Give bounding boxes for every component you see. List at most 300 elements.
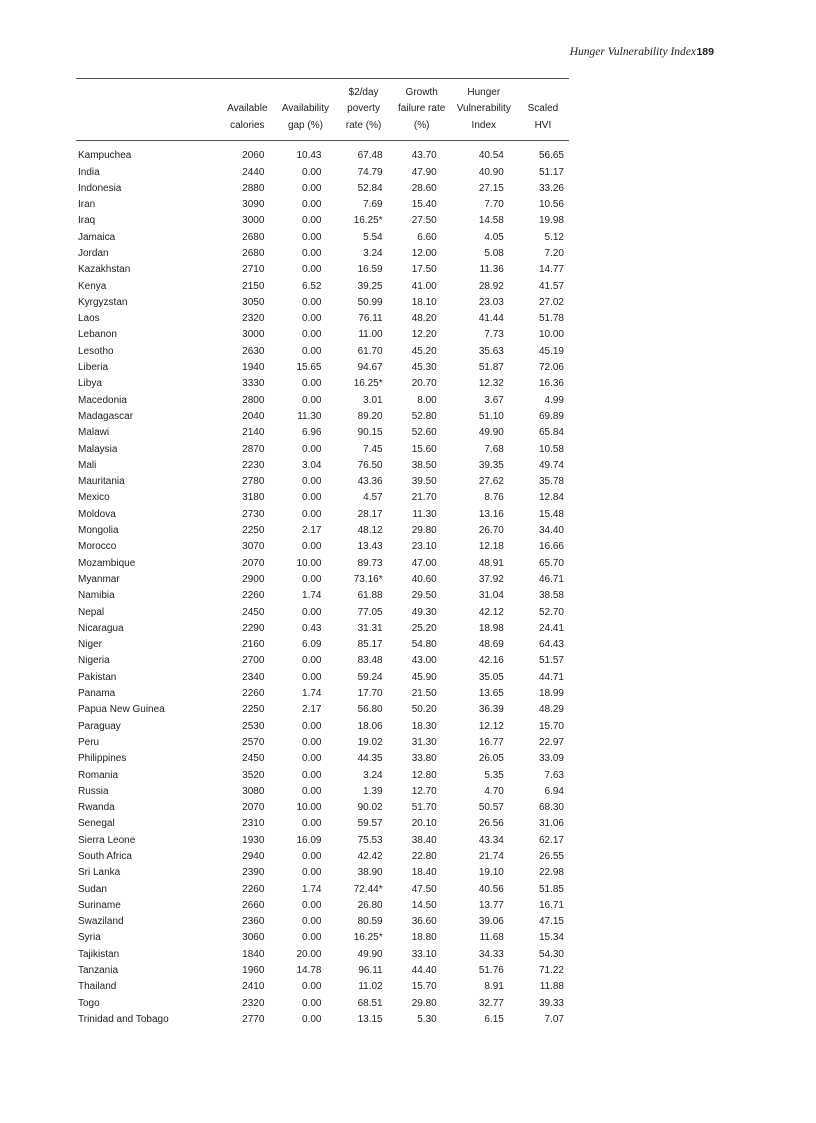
- growth-failure-rate-value: 21.70: [411, 492, 437, 504]
- poverty-rate-value: 16.59: [357, 264, 383, 276]
- growth-failure-rate-value: 38.50: [411, 459, 437, 471]
- hunger-vulnerability-index-value: 26.56: [478, 818, 504, 830]
- available-calories-value: 2780: [242, 476, 265, 488]
- hunger-vulnerability-index-value: 39.35: [478, 459, 504, 471]
- country-name: Tajikistan: [78, 948, 120, 960]
- poverty-rate-value: 7.45: [363, 443, 383, 455]
- growth-failure-rate-value: 29.50: [411, 590, 437, 602]
- table-row: [76, 539, 569, 555]
- hunger-vulnerability-index-value: 40.56: [478, 883, 504, 895]
- hunger-vulnerability-index-value: 31.04: [478, 590, 504, 602]
- hvi-table: [76, 78, 569, 1028]
- column-header-line: $2/day: [348, 87, 379, 98]
- country-name: Tanzania: [78, 965, 119, 977]
- growth-failure-rate-value: 29.80: [411, 997, 437, 1009]
- column-header-line: (%): [413, 119, 430, 131]
- growth-failure-rate-value: 49.30: [411, 606, 437, 618]
- country-name: Jordan: [78, 248, 109, 259]
- availability-gap-value: 6.52: [302, 280, 322, 292]
- growth-failure-rate-value: 52.80: [411, 410, 437, 422]
- poverty-rate-value: 38.90: [357, 867, 383, 879]
- country-name: Madagascar: [78, 410, 134, 422]
- availability-gap-value: 10.00: [296, 802, 322, 814]
- country-name: Malawi: [78, 427, 110, 439]
- table-row: [76, 865, 569, 881]
- availability-gap-value: 0.00: [302, 753, 322, 765]
- available-calories-value: 3330: [242, 378, 265, 390]
- table-row: [76, 311, 569, 327]
- growth-failure-rate-value: 52.60: [411, 427, 437, 439]
- availability-gap-value: 0.00: [302, 932, 322, 944]
- scaled-hvi-value: 56.65: [538, 150, 564, 162]
- available-calories-value: 2260: [242, 590, 265, 602]
- scaled-hvi-value: 44.71: [538, 671, 564, 683]
- hunger-vulnerability-index-value: 4.05: [484, 231, 504, 243]
- scaled-hvi-value: 10.56: [538, 199, 564, 211]
- growth-failure-rate-value: 40.60: [411, 573, 437, 585]
- poverty-rate-value: 61.70: [357, 345, 383, 357]
- country-name: Paraguay: [78, 720, 121, 732]
- scaled-hvi-value: 24.41: [538, 622, 564, 634]
- growth-failure-rate-value: 43.00: [411, 655, 437, 667]
- growth-failure-rate-value: 31.30: [411, 736, 437, 748]
- growth-failure-rate-value: 8.00: [417, 394, 437, 406]
- availability-gap-value: 2.17: [302, 525, 322, 537]
- available-calories-value: 2660: [242, 899, 265, 911]
- poverty-rate-value: 80.59: [357, 916, 383, 928]
- hunger-vulnerability-index-value: 51.10: [478, 410, 504, 422]
- table-row: [76, 474, 569, 490]
- growth-failure-rate-value: 54.80: [411, 639, 437, 651]
- poverty-rate-value: 49.90: [357, 948, 383, 960]
- table-row: [76, 442, 569, 458]
- poverty-rate-value: 68.51: [357, 997, 383, 1009]
- header-row: [76, 79, 569, 141]
- available-calories-value: 3000: [242, 329, 265, 341]
- country-name: Nepal: [78, 606, 105, 618]
- availability-gap-value: 14.78: [296, 965, 322, 977]
- column-header-line: Availability: [281, 103, 329, 115]
- hunger-vulnerability-index-value: 11.68: [479, 932, 504, 944]
- availability-gap-value: 10.00: [296, 557, 322, 569]
- hunger-vulnerability-index-value: 51.76: [478, 965, 504, 977]
- table-row: [76, 213, 569, 229]
- country-name: South Africa: [78, 850, 132, 862]
- country-name: Moldova: [78, 508, 116, 520]
- table-row: [76, 376, 569, 392]
- scaled-hvi-value: 65.70: [538, 557, 564, 569]
- table-row: [76, 507, 569, 523]
- availability-gap-value: 0.00: [302, 476, 322, 488]
- scaled-hvi-value: 6.94: [544, 785, 564, 797]
- availability-gap-value: 2.17: [302, 704, 322, 716]
- column-header-scaled-hvi: [517, 79, 569, 141]
- availability-gap-value: 6.96: [302, 427, 322, 439]
- availability-gap-value: 0.00: [302, 231, 322, 243]
- availability-gap-value: 0.00: [302, 329, 322, 341]
- available-calories-value: 2390: [242, 867, 265, 879]
- hunger-vulnerability-index-value: 8.76: [484, 492, 504, 504]
- poverty-rate-value: 76.50: [357, 459, 383, 471]
- available-calories-value: 2700: [242, 655, 265, 667]
- availability-gap-value: 0.00: [302, 671, 322, 683]
- available-calories-value: 2250: [242, 525, 265, 537]
- available-calories-value: 2160: [242, 639, 265, 651]
- country-name: Namibia: [78, 590, 115, 602]
- column-header-line: poverty: [347, 103, 380, 115]
- available-calories-value: 3050: [242, 296, 265, 308]
- country-name: Lebanon: [78, 329, 117, 341]
- available-calories-value: 2230: [242, 459, 265, 471]
- scaled-hvi-value: 18.99: [538, 688, 564, 700]
- available-calories-value: 2310: [242, 818, 265, 830]
- available-calories-value: 2250: [242, 704, 265, 716]
- hunger-vulnerability-index-value: 50.57: [478, 802, 504, 814]
- hunger-vulnerability-index-value: 11.36: [479, 264, 504, 276]
- poverty-rate-value: 13.15: [357, 1013, 383, 1025]
- available-calories-value: 2320: [242, 997, 265, 1009]
- available-calories-value: 2710: [242, 264, 265, 276]
- table-row: [76, 425, 569, 441]
- available-calories-value: 3060: [242, 932, 265, 944]
- growth-failure-rate-value: 47.00: [411, 557, 437, 569]
- scaled-hvi-value: 15.70: [538, 720, 564, 732]
- hunger-vulnerability-index-value: 13.77: [478, 899, 504, 911]
- country-name: Mongolia: [78, 525, 119, 537]
- table-row: [76, 295, 569, 311]
- hunger-vulnerability-index-value: 5.35: [484, 769, 504, 781]
- available-calories-value: 2680: [242, 248, 265, 259]
- available-calories-value: 3000: [242, 215, 265, 227]
- poverty-rate-value: 75.53: [357, 834, 383, 846]
- table-row: [76, 816, 569, 832]
- available-calories-value: 3070: [242, 541, 265, 553]
- poverty-rate-value: 77.05: [357, 606, 383, 618]
- poverty-rate-value: 28.17: [357, 508, 383, 520]
- available-calories-value: 1930: [242, 834, 265, 846]
- scaled-hvi-value: 15.34: [538, 932, 564, 944]
- hunger-vulnerability-index-value: 6.15: [484, 1013, 504, 1025]
- growth-failure-rate-value: 11.30: [412, 508, 437, 520]
- table-row: [76, 637, 569, 653]
- scaled-hvi-value: 51.57: [538, 655, 564, 667]
- growth-failure-rate-value: 17.50: [411, 264, 437, 276]
- hunger-vulnerability-index-value: 48.91: [478, 557, 504, 569]
- growth-failure-rate-value: 48.20: [411, 313, 437, 325]
- available-calories-value: 2450: [242, 753, 265, 765]
- scaled-hvi-value: 14.77: [538, 264, 564, 276]
- availability-gap-value: 0.00: [302, 720, 322, 732]
- growth-failure-rate-value: 12.80: [411, 769, 437, 781]
- growth-failure-rate-value: 5.30: [417, 1013, 437, 1025]
- availability-gap-value: 0.00: [302, 394, 322, 406]
- poverty-rate-value: 90.02: [357, 802, 383, 814]
- hunger-vulnerability-index-value: 27.15: [478, 182, 504, 194]
- country-name: Sri Lanka: [78, 867, 121, 879]
- growth-failure-rate-value: 36.60: [411, 916, 437, 928]
- poverty-rate-value: 67.48: [357, 150, 383, 162]
- available-calories-value: 3080: [242, 785, 265, 797]
- column-header-hunger-vulnerability-index: [451, 79, 517, 141]
- poverty-rate-value: 18.06: [357, 720, 383, 732]
- table-row: [76, 523, 569, 539]
- table-row: [76, 393, 569, 409]
- scaled-hvi-value: 16.71: [538, 899, 564, 911]
- availability-gap-value: 0.00: [302, 981, 322, 993]
- scaled-hvi-value: 71.22: [538, 965, 564, 977]
- hunger-vulnerability-index-value: 12.12: [478, 720, 504, 732]
- scaled-hvi-value: 69.89: [538, 410, 564, 422]
- availability-gap-value: 0.00: [302, 818, 322, 830]
- poverty-rate-value: 90.15: [357, 427, 383, 439]
- hunger-vulnerability-index-value: 49.90: [478, 427, 504, 439]
- growth-failure-rate-value: 27.50: [411, 215, 437, 227]
- availability-gap-value: 0.00: [302, 215, 322, 227]
- availability-gap-value: 20.00: [296, 948, 322, 960]
- availability-gap-value: 0.00: [302, 182, 322, 194]
- availability-gap-value: 0.00: [302, 345, 322, 357]
- availability-gap-value: 0.00: [302, 492, 322, 504]
- growth-failure-rate-value: 25.20: [411, 622, 437, 634]
- scaled-hvi-value: 7.63: [544, 769, 564, 781]
- hunger-vulnerability-index-value: 23.03: [478, 296, 504, 308]
- growth-failure-rate-value: 23.10: [411, 541, 437, 553]
- column-header-growth-failure-rate: [393, 79, 451, 141]
- available-calories-value: 2260: [242, 688, 265, 700]
- available-calories-value: 2450: [242, 606, 265, 618]
- scaled-hvi-value: 33.26: [538, 182, 564, 194]
- poverty-rate-value: 85.17: [357, 639, 383, 651]
- hunger-vulnerability-index-value: 39.06: [478, 916, 504, 928]
- country-name: Senegal: [78, 818, 115, 830]
- country-name: Trinidad and Tobago: [78, 1013, 169, 1025]
- country-name: Sierra Leone: [78, 834, 136, 846]
- column-header-line: Scaled: [527, 103, 559, 115]
- scaled-hvi-value: 49.74: [538, 459, 564, 471]
- availability-gap-value: 0.00: [302, 899, 322, 911]
- scaled-hvi-value: 54.30: [538, 948, 564, 960]
- available-calories-value: 2680: [242, 231, 265, 243]
- hunger-vulnerability-index-value: 12.18: [478, 541, 504, 553]
- available-calories-value: 3520: [242, 769, 265, 781]
- growth-failure-rate-value: 29.80: [411, 525, 437, 537]
- available-calories-value: 1940: [242, 362, 265, 374]
- poverty-rate-value: 26.80: [357, 899, 383, 911]
- scaled-hvi-value: 16.36: [538, 378, 564, 390]
- hunger-vulnerability-index-value: 13.65: [478, 688, 504, 700]
- available-calories-value: 2410: [242, 981, 265, 993]
- table-row: [76, 1012, 569, 1028]
- availability-gap-value: 0.00: [302, 378, 322, 390]
- hunger-vulnerability-index-value: 19.10: [478, 867, 504, 879]
- availability-gap-value: 0.00: [302, 541, 322, 553]
- country-name: Philippines: [78, 753, 127, 765]
- scaled-hvi-value: 35.78: [538, 476, 564, 488]
- available-calories-value: 2900: [242, 573, 265, 585]
- country-name: Indonesia: [78, 182, 122, 194]
- scaled-hvi-value: 19.98: [538, 215, 564, 227]
- country-name: Jamaica: [78, 231, 116, 243]
- hunger-vulnerability-index-value: 36.39: [478, 704, 504, 716]
- availability-gap-value: 0.00: [302, 313, 322, 325]
- hunger-vulnerability-index-value: 26.70: [478, 525, 504, 537]
- scaled-hvi-value: 64.43: [538, 639, 564, 651]
- poverty-rate-value: 11.00: [358, 329, 383, 341]
- table-row: [76, 605, 569, 621]
- table-row: [76, 686, 569, 702]
- poverty-rate-value: 7.69: [363, 199, 383, 211]
- table-row: [76, 719, 569, 735]
- column-header-line: Vulnerability: [456, 103, 511, 115]
- column-header-line: Available: [227, 103, 268, 115]
- poverty-rate-value: 94.67: [357, 362, 383, 374]
- country-name: Mali: [78, 459, 97, 471]
- growth-failure-rate-value: 28.60: [411, 182, 437, 194]
- country-name: Laos: [78, 313, 100, 325]
- table-row: [76, 327, 569, 343]
- country-name: Niger: [78, 639, 102, 651]
- scaled-hvi-value: 34.40: [538, 525, 564, 537]
- table-row: [76, 279, 569, 295]
- scaled-hvi-value: 45.19: [538, 345, 564, 357]
- growth-failure-rate-value: 12.70: [411, 785, 437, 797]
- country-name: Sudan: [78, 883, 107, 895]
- available-calories-value: 2340: [242, 671, 265, 683]
- hunger-vulnerability-index-value: 3.67: [484, 394, 504, 406]
- scaled-hvi-value: 68.30: [538, 802, 564, 814]
- scaled-hvi-value: 51.78: [538, 313, 564, 325]
- availability-gap-value: 15.65: [296, 362, 322, 374]
- hunger-vulnerability-index-value: 7.70: [484, 199, 504, 211]
- poverty-rate-value: 44.35: [357, 753, 383, 765]
- available-calories-value: 2940: [242, 850, 265, 862]
- growth-failure-rate-value: 15.70: [411, 981, 437, 993]
- available-calories-value: 1840: [242, 948, 265, 960]
- poverty-rate-value: 76.11: [358, 313, 383, 325]
- column-header-poverty-rate: [335, 79, 393, 141]
- column-header-line: rate (%): [345, 119, 382, 131]
- country-name: Lesotho: [78, 345, 114, 357]
- poverty-rate-value: 73.16*: [353, 573, 383, 585]
- hunger-vulnerability-index-value: 41.44: [478, 313, 504, 325]
- country-name: Rwanda: [78, 802, 115, 814]
- table-row: [76, 572, 569, 588]
- column-header-line: [78, 101, 218, 117]
- poverty-rate-value: 83.48: [357, 655, 383, 667]
- available-calories-value: 2060: [242, 150, 265, 162]
- available-calories-value: 2570: [242, 736, 265, 748]
- table-row: [76, 360, 569, 376]
- country-name: Mauritania: [78, 476, 125, 488]
- scaled-hvi-value: 26.55: [538, 850, 564, 862]
- availability-gap-value: 0.00: [302, 655, 322, 667]
- availability-gap-value: 0.00: [302, 850, 322, 862]
- available-calories-value: 2070: [242, 557, 265, 569]
- poverty-rate-value: 39.25: [357, 280, 383, 292]
- column-header-line: Hunger: [467, 87, 501, 98]
- availability-gap-value: 0.00: [302, 264, 322, 276]
- table-row: [76, 344, 569, 360]
- availability-gap-value: 1.74: [302, 590, 322, 602]
- hunger-vulnerability-index-value: 35.63: [478, 345, 504, 357]
- table-row: [76, 197, 569, 213]
- scaled-hvi-value: 22.97: [538, 736, 564, 748]
- column-header-line: Growth: [405, 87, 438, 98]
- country-name: Pakistan: [78, 671, 117, 683]
- scaled-hvi-value: 5.12: [544, 231, 564, 243]
- table-row: [76, 556, 569, 572]
- table-row: [76, 702, 569, 718]
- column-header-line: [517, 85, 569, 101]
- available-calories-value: 3180: [242, 492, 265, 504]
- country-name: Morocco: [78, 541, 117, 553]
- availability-gap-value: 3.04: [302, 459, 322, 471]
- scaled-hvi-value: 72.06: [538, 362, 564, 374]
- column-header-line: [276, 85, 334, 101]
- table-row: [76, 914, 569, 930]
- column-header-country: [76, 79, 218, 141]
- country-name: Thailand: [78, 981, 117, 993]
- poverty-rate-value: 11.02: [358, 981, 383, 993]
- available-calories-value: 2770: [242, 1013, 265, 1025]
- hunger-vulnerability-index-value: 43.34: [478, 834, 504, 846]
- table-row: [76, 490, 569, 506]
- available-calories-value: 2440: [242, 166, 265, 178]
- growth-failure-rate-value: 41.00: [411, 280, 437, 292]
- available-calories-value: 2530: [242, 720, 265, 732]
- growth-failure-rate-value: 21.50: [411, 688, 437, 700]
- country-name: Liberia: [78, 362, 109, 374]
- scaled-hvi-value: 11.88: [539, 981, 564, 993]
- country-name: Myanmar: [78, 573, 120, 585]
- hunger-vulnerability-index-value: 40.90: [478, 166, 504, 178]
- growth-failure-rate-value: 45.20: [411, 345, 437, 357]
- hunger-vulnerability-index-value: 32.77: [478, 997, 504, 1009]
- availability-gap-value: 0.00: [302, 736, 322, 748]
- table-row: [76, 833, 569, 849]
- scaled-hvi-value: 51.85: [538, 883, 564, 895]
- column-header-line: calories: [230, 119, 265, 131]
- available-calories-value: 2870: [242, 443, 265, 455]
- table-row: [76, 768, 569, 784]
- growth-failure-rate-value: 18.30: [411, 720, 437, 732]
- hunger-vulnerability-index-value: 21.74: [478, 850, 504, 862]
- availability-gap-value: 0.00: [302, 296, 322, 308]
- hunger-vulnerability-index-value: 16.77: [478, 736, 504, 748]
- scaled-hvi-value: 16.66: [538, 541, 564, 553]
- country-name: Iraq: [78, 215, 96, 227]
- scaled-hvi-value: 7.20: [544, 248, 564, 259]
- column-header-availability-gap: [276, 79, 334, 141]
- growth-failure-rate-value: 33.80: [411, 753, 437, 765]
- table-row: [76, 141, 569, 165]
- country-name: Iran: [78, 199, 96, 211]
- hunger-vulnerability-index-value: 18.98: [478, 622, 504, 634]
- table-row: [76, 882, 569, 898]
- growth-failure-rate-value: 12.20: [411, 329, 437, 341]
- scaled-hvi-value: 62.17: [538, 834, 564, 846]
- scaled-hvi-value: 33.09: [538, 753, 564, 765]
- table-row: [76, 246, 569, 262]
- growth-failure-rate-value: 51.70: [411, 802, 437, 814]
- availability-gap-value: 0.00: [302, 606, 322, 618]
- column-header-line: failure rate: [398, 103, 446, 115]
- country-name: Togo: [78, 997, 100, 1009]
- country-name: Nigeria: [78, 655, 110, 667]
- availability-gap-value: 0.00: [302, 1013, 322, 1025]
- availability-gap-value: 0.00: [302, 248, 322, 259]
- hunger-vulnerability-index-value: 13.16: [478, 508, 504, 520]
